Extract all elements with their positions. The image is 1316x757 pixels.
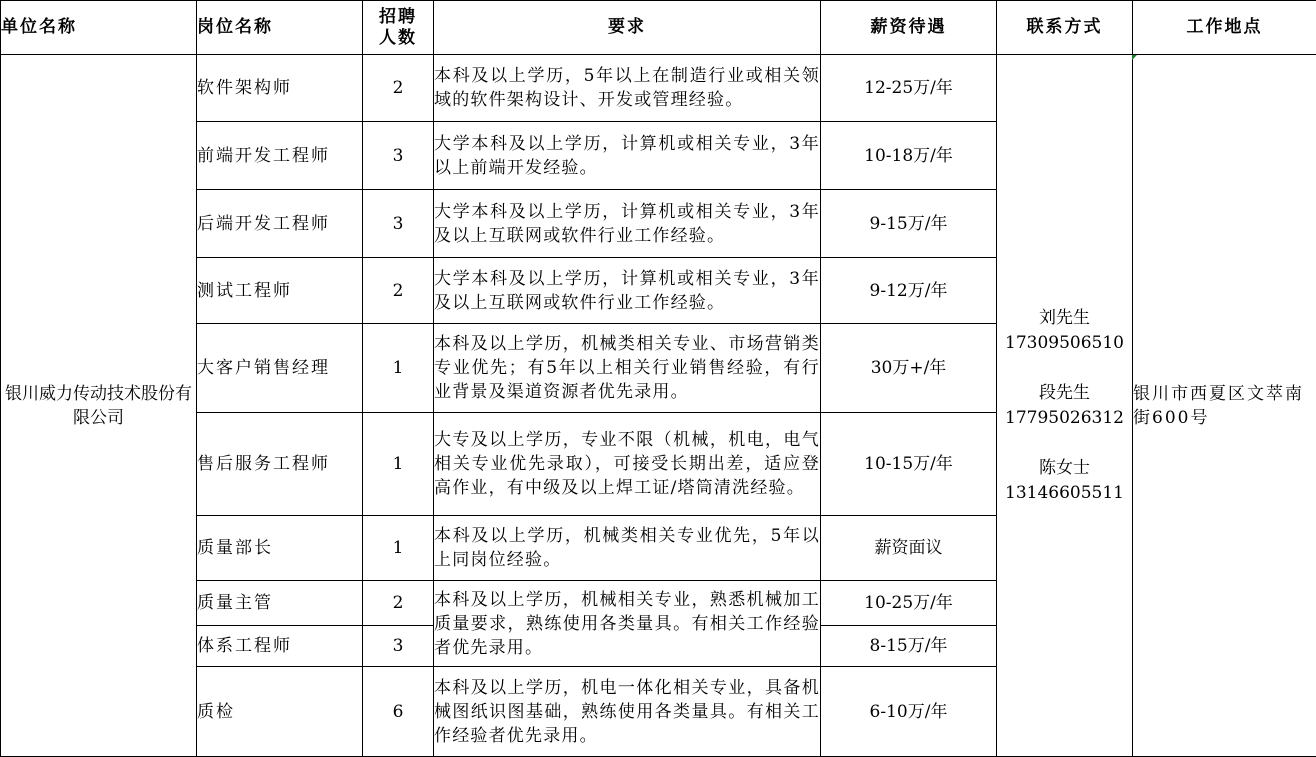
requirement-text: 大学本科及以上学历，计算机或相关专业，3年及以上互联网或软件行业工作经验。 [434,190,821,258]
company-name: 银川威力传动技术股份有限公司 [1,55,197,757]
salary: 薪资面议 [821,516,997,581]
hire-count: 3 [363,190,434,258]
header-company: 单位名称 [1,1,197,55]
position-name: 质检 [197,667,363,757]
contact-entry [997,306,1132,356]
table-row [1,55,1316,122]
hire-count: 6 [363,667,434,757]
cell-comment-marker [1132,55,1137,60]
requirement-text: 大学本科及以上学历，计算机或相关专业，3年以上前端开发经验。 [434,122,821,190]
header-requirement: 要求 [434,1,821,55]
contact-phone: 13146605511 [997,481,1132,506]
hire-count: 2 [363,581,434,626]
requirement-text: 大专及以上学历，专业不限（机械，机电，电气相关专业优先录取），可接受长期出差，适应登高作业，有中级及以上焊工证/塔筒清洗经验。 [434,413,821,516]
position-name: 后端开发工程师 [197,190,363,258]
contact-info [997,55,1133,757]
header-salary: 薪资待遇 [821,1,997,55]
salary: 30万+/年 [821,324,997,413]
contact-entry [997,381,1132,431]
position-name: 售后服务工程师 [197,413,363,516]
header-count [363,1,434,55]
header-row [1,1,1316,55]
requirement-text: 本科及以上学历，机械类相关专业优先，5年以上同岗位经验。 [434,516,821,581]
header-count-line2: 人数 [363,28,433,49]
salary: 12-25万/年 [821,55,997,122]
position-name: 软件架构师 [197,55,363,122]
hire-count: 1 [363,324,434,413]
position-name: 大客户销售经理 [197,324,363,413]
position-name: 测试工程师 [197,258,363,324]
salary: 10-25万/年 [821,581,997,626]
hire-count: 1 [363,413,434,516]
contact-phone: 17309506510 [997,331,1132,356]
contact-name: 段先生 [997,381,1132,406]
contact-phone: 17795026312 [997,406,1132,431]
requirement-text: 本科及以上学历，机电一体化相关专业，具备机械图纸识图基础，熟练使用各类量具。有相关工作经验者优先录用。 [434,667,821,757]
header-contact: 联系方式 [997,1,1133,55]
contact-name: 刘先生 [997,306,1132,331]
salary: 10-18万/年 [821,122,997,190]
hire-count: 2 [363,258,434,324]
salary: 8-15万/年 [821,626,997,667]
header-count-line1: 招聘 [363,7,433,28]
hire-count: 3 [363,626,434,667]
header-position: 岗位名称 [197,1,363,55]
requirement-text: 本科及以上学历，机械类相关专业、市场营销类专业优先；有5年以上相关行业销售经验，有行业背景及渠道资源者优先录用。 [434,324,821,413]
position-name: 质量主管 [197,581,363,626]
position-name: 体系工程师 [197,626,363,667]
requirement-text: 本科及以上学历，5年以上在制造行业或相关领域的软件架构设计、开发或管理经验。 [434,55,821,122]
hire-count: 1 [363,516,434,581]
salary: 9-12万/年 [821,258,997,324]
work-location: 银川市西夏区文萃南街600号 [1133,55,1316,757]
position-name: 前端开发工程师 [197,122,363,190]
hire-count: 3 [363,122,434,190]
position-name: 质量部长 [197,516,363,581]
salary: 6-10万/年 [821,667,997,757]
header-location: 工作地点 [1133,1,1316,55]
salary: 10-15万/年 [821,413,997,516]
requirement-text: 本科及以上学历，机械相关专业，熟悉机械加工质量要求，熟练使用各类量具。有相关工作经验者优先录用。 [434,581,821,667]
hire-count: 2 [363,55,434,122]
requirement-text: 大学本科及以上学历，计算机或相关专业，3年及以上互联网或软件行业工作经验。 [434,258,821,324]
contact-name: 陈女士 [997,456,1132,481]
salary: 9-15万/年 [821,190,997,258]
contact-entry [997,456,1132,506]
